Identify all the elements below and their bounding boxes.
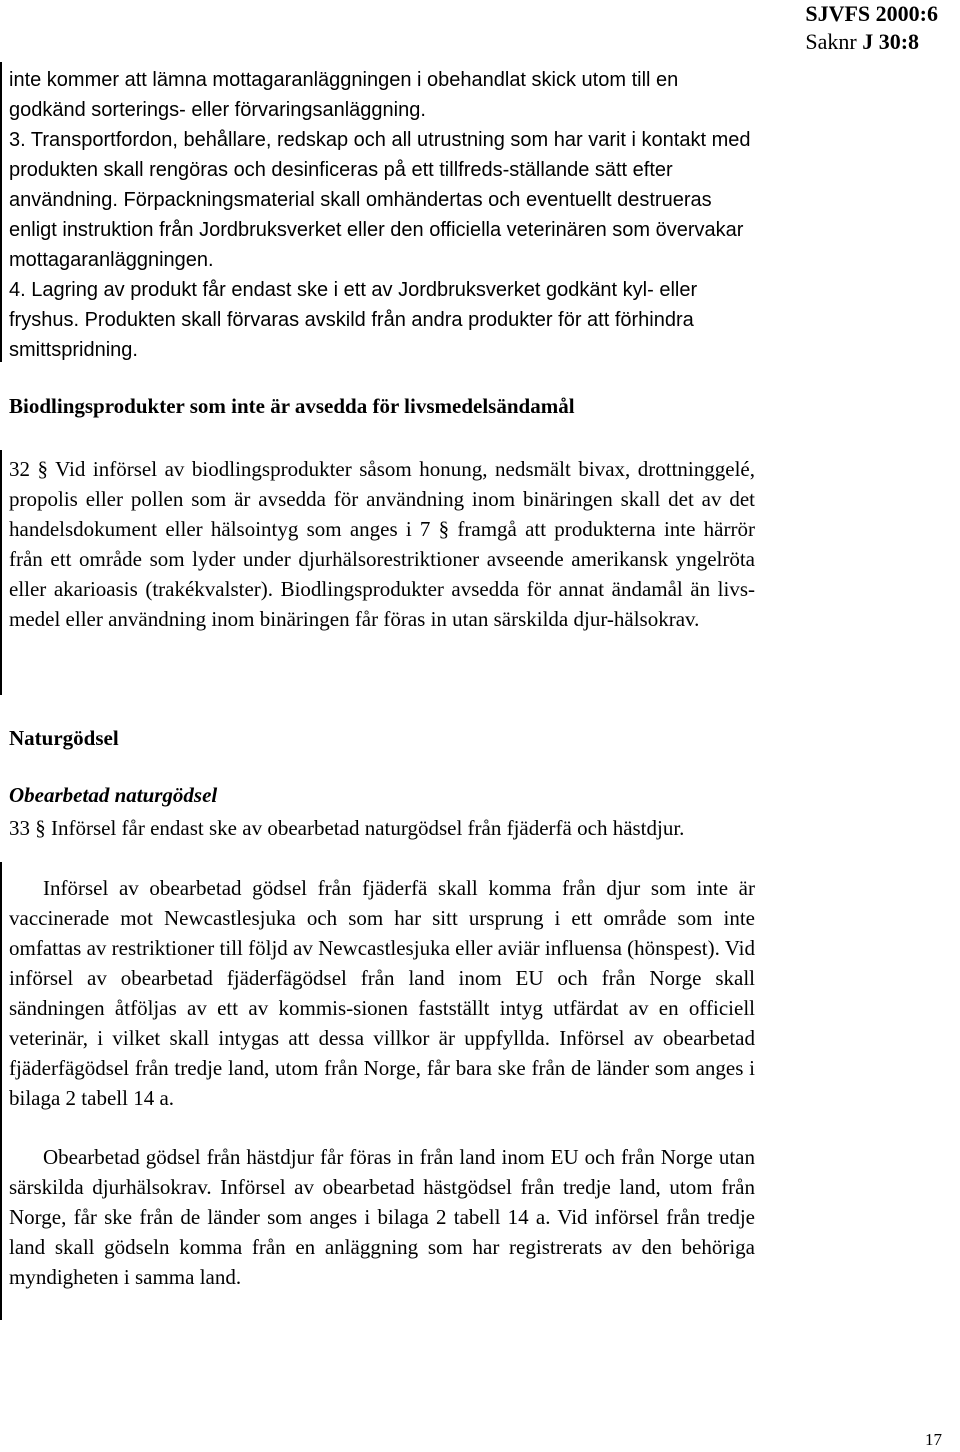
paragraph: 3. Transportfordon, behållare, redskap och all utrustning som har varit i kontakt med produkten skall rengöras och desinficeras på ett tillfreds-ställande sätt efter användning. Förpackningsmaterial skall omhändertas och eventuellt destrueras enligt instruktion från Jordbruksverket eller den officiella veterinären som övervakar mottagaranläggningen. (9, 129, 751, 271)
paragraph: Obearbetad gödsel från hästdjur får föras in från land inom EU och från Norge utan särskilda djurhälsokrav. Införsel av obearbetad hästgödsel från tredje land, utom från Norge, får ske från de länder som anges i bilaga 2 tabell 14 a. Vid införsel från tredje land skall gödseln komma från en anläggning som har registrerats av den behöriga myndigheten i samma land. (9, 1145, 755, 1289)
paragraph: 33 § Införsel får endast ske av obearbetad naturgödsel från fjäderfä och hästdjur. (9, 816, 685, 840)
document-header (805, 0, 938, 56)
page-number: 17 (925, 1430, 942, 1449)
saknr (805, 28, 938, 56)
paragraph: Införsel av obearbetad gödsel från fjäderfä skall komma från djur som inte är vaccinerade mot Newcastlesjuka och som har sitt ursprung i ett område som inte omfattas av restriktioner till följd av Newcastlesjuka eller aviär influensa (hönspest). Vid införsel av obearbetad fjäderfägödsel från land inom EU och från Norge skall sändningen åtföljas av ett av kommis-sionen fastställt intyg utfärdat av en officiell veterinär, i vilket skall intygas att dessa villkor är uppfyllda. Införsel av obearbetad fjäderfägödsel från tredje land, utom från Norge, får bara ske från de länder som anges i bilaga 2 tabell 14 a. (9, 876, 755, 1110)
section-heading: Naturgödsel (9, 726, 119, 750)
section-heading: Biodlingsprodukter som inte är avsedda för livsmedelsändamål (9, 394, 575, 418)
saknr-label: Saknr (805, 29, 857, 54)
document-id: SJVFS 2000:6 (805, 1, 938, 26)
change-bar (0, 862, 2, 1320)
change-bar (0, 450, 2, 695)
subsection-heading: Obearbetad naturgödsel (9, 783, 218, 807)
saknr-value: J 30:8 (862, 29, 920, 54)
change-bar (0, 62, 2, 362)
paragraph: 4. Lagring av produkt får endast ske i ett av Jordbruksverket godkänt kyl- eller fryshus. Produkten skall förvaras avskild från andra produkter för att förhindra smittspridning. (9, 279, 698, 361)
paragraph: 32 § Vid införsel av biodlingsprodukter såsom honung, nedsmält bivax, drottninggelé, propolis eller pollen som är avsedda för användning inom binäringen skall det av det handelsdokument eller hälsointyg som anges i 7 § framgå att produkterna inte härrör från ett område som lyder under djurhälsorestriktioner avseende amerikansk yngelröta eller akarioasis (trakékvalster). Biodlingsprodukter avsedda för annat ändamål än livs-medel eller användning inom binäringen får föras in utan särskilda djur-hälsokrav. (9, 457, 755, 631)
paragraph: inte kommer att lämna mottagaranläggningen i obehandlat skick utom till en godkänd sorterings- eller förvaringsanläggning. (9, 69, 679, 121)
